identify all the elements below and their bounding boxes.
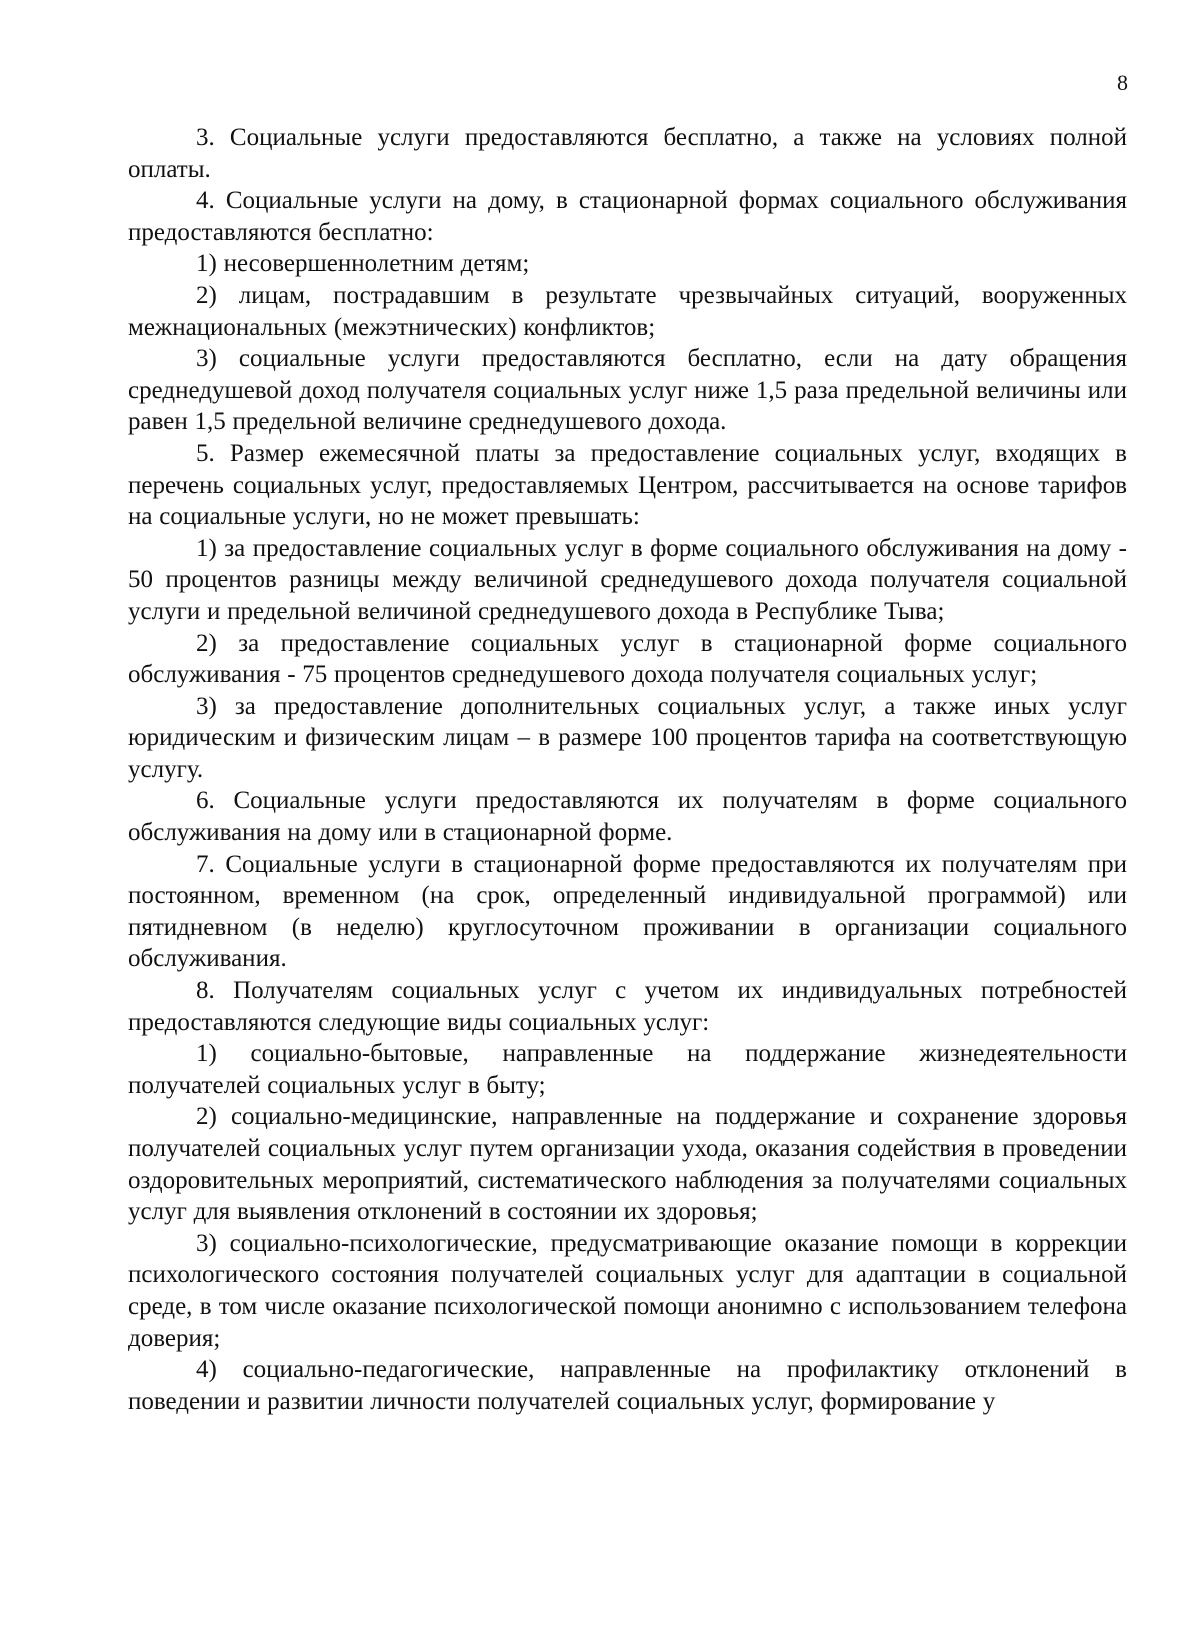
page-number: 8 <box>1117 70 1128 95</box>
paragraph-3: 3. Социальные услуги предоставляются бесплатно, а также на условиях полной оплаты. <box>128 124 1127 183</box>
paragraph-8: 8. Получателям социальных услуг с учетом их индивидуальных потребностей предоставляются следующие виды социальных услуг: <box>128 977 1127 1036</box>
paragraph-5-item-2: 2) за предоставление социальных услуг в стационарной форме социального обслуживания - 75 процентов среднедушевого дохода получателя социальных услуг; <box>128 629 1127 689</box>
paragraph-7: 7. Социальные услуги в стационарной форме предоставляются их получателям при постоянном, временном (на срок, определенный индивидуальной программой) или пятидневном (в неделю) круглосуточном проживании в организации социального обслуживания. <box>128 850 1127 973</box>
document-body <box>128 122 1127 1417</box>
paragraph-4-item-2: 2) лицам, пострадавшим в результате чрезвычайных ситуаций, вооруженных межнациональных (межэтнических) конфликтов; <box>128 281 1127 341</box>
paragraph-5-item-1: 1) за предоставление социальных услуг в форме социального обслуживания на дому - 50 процентов разницы между величиной среднедушевого дохода получателя социальной услуги и предельной величиной среднедушевого дохода в Республике Тыва; <box>128 534 1127 625</box>
paragraph-8-item-3: 3) социально-психологические, предусматривающие оказание помощи в коррекции психологического состояния получателей социальных услуг для адаптации в социальной среде, в том числе оказание психологической помощи анонимно с использованием телефона доверия; <box>128 1229 1127 1352</box>
paragraph-8-item-2: 2) социально-медицинские, направленные на поддержание и сохранение здоровья получателей социальных услуг путем организации ухода, оказания содействия в проведении оздоровительных мероприятий, систематического наблюдения за получателями социальных услуг для выявления отклонений в состоянии их здоровья; <box>128 1103 1127 1226</box>
paragraph-5-item-3: 3) за предоставление дополнительных социальных услуг, а также иных услуг юридическим и физическим лицам – в размере 100 процентов тарифа на соответствующую услугу. <box>128 692 1127 783</box>
paragraph-6: 6. Социальные услуги предоставляются их получателям в форме социального обслуживания на дому или в стационарной форме. <box>128 787 1127 847</box>
paragraph-4-item-3: 3) социальные услуги предоставляются бесплатно, если на дату обращения среднедушевой доход получателя социальных услуг ниже 1,5 раза предельной величины или равен 1,5 предельной величине среднедушевого дохода. <box>128 345 1127 436</box>
paragraph-8-item-4: 4) социально-педагогические, направленные на профилактику отклонений в поведении и развитии личности получателей социальных услуг, формирование у <box>128 1356 1127 1415</box>
paragraph-4-item-1: 1) несовершеннолетним детям; <box>196 250 530 278</box>
paragraph-4: 4. Социальные услуги на дому, в стационарной формах социального обслуживания предоставляются бесплатно: <box>128 187 1127 246</box>
paragraph-5: 5. Размер ежемесячной платы за предоставление социальных услуг, входящих в перечень социальных услуг, предоставляемых Центром, рассчитывается на основе тарифов на социальные услуги, но не может превышать: <box>128 439 1127 531</box>
paragraph-8-item-1: 1) социально-бытовые, направленные на поддержание жизнедеятельности получателей социальных услуг в быту; <box>128 1040 1127 1099</box>
